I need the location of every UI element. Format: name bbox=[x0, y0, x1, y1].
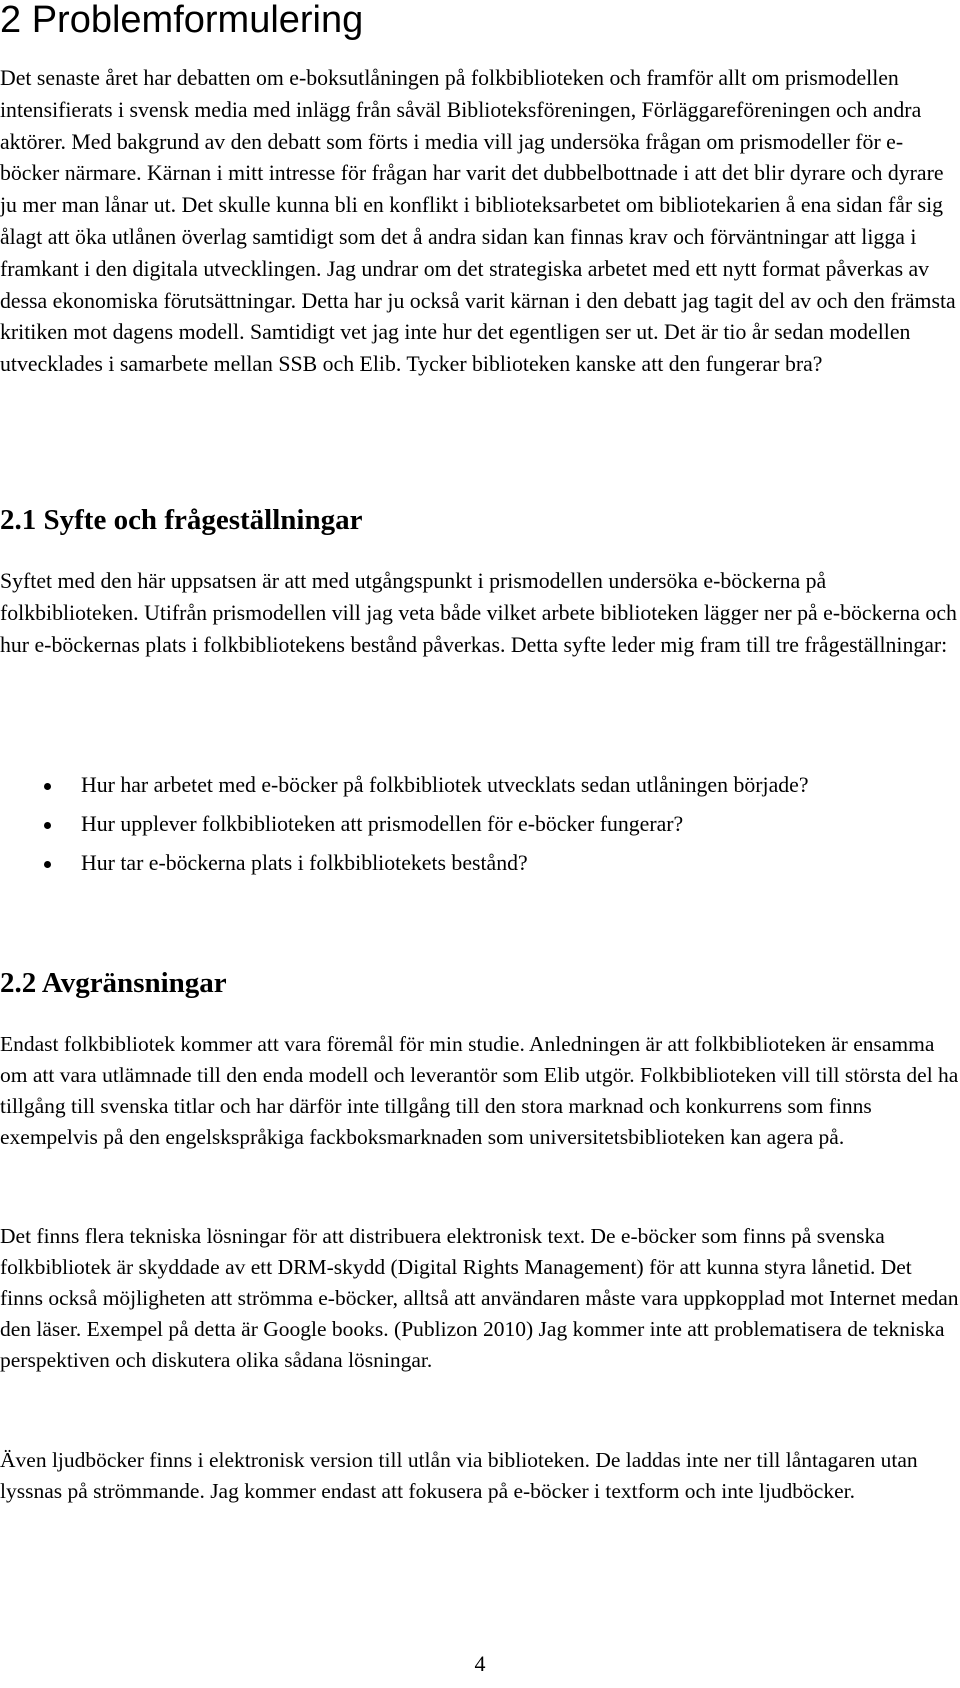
list-item bbox=[0, 848, 960, 879]
avgransningar-paragraph-1: Endast folkbibliotek kommer att vara föremål för min studie. Anledningen är att folkbiblioteken är ensamma om att vara utlämnade till den enda modell och leverantör som Elib utgör. Folkbiblioteken vill till största del ha tillgång till svenska titlar och har därför inte tillgång till den stora marknad och konkurrens som finns exempelvis på den engelskspråkiga fackboksmarknaden som universitetsbiblioteken kan agera på. bbox=[0, 1032, 959, 1149]
avgransningar-paragraph-2: Det finns flera tekniska lösningar för att distribuera elektronisk text. De e-böcker som finns på svenska folkbibliotek är skyddade av ett DRM-skydd (Digital Rights Management) för att kunna styra lånetid. Det finns också möjligheten att strömma e-böcker, alltså att användaren måste vara uppkopplad mot Internet medan den läser. Exempel på detta är Google books. (Publizon 2010) Jag kommer inte att problematisera de tekniska perspektiven och diskutera olika sådana lösningar. bbox=[0, 1224, 959, 1372]
bullet-icon bbox=[44, 861, 51, 868]
section-heading-syfte: 2.1 Syfte och frågeställningar bbox=[0, 504, 363, 536]
syfte-paragraph: Syftet med den här uppsatsen är att med utgångspunkt i prismodellen undersöka e-böckerna på folkbiblioteken. Utifrån prismodellen vill jag veta både vilket arbete biblioteken lägger ner på e-böckerna och hur e-böckernas plats i folkbibliotekens bestånd påverkas. Detta syfte leder mig fram till tre frågeställningar: bbox=[0, 569, 957, 657]
question-text: Hur har arbetet med e-böcker på folkbibliotek utvecklats sedan utlåningen började? bbox=[81, 773, 809, 797]
question-text: Hur tar e-böckerna plats i folkbibliotekets bestånd? bbox=[81, 851, 528, 876]
question-list bbox=[0, 770, 960, 880]
list-item bbox=[0, 770, 960, 801]
bullet-icon bbox=[44, 783, 51, 790]
intro-paragraph: Det senaste året har debatten om e-boksutlåningen på folkbiblioteken och framför allt om prismodellen intensifierats i svensk media med inlägg från såväl Biblioteksföreningen, Förläggareföreningen och andra aktörer. Med bakgrund av den debatt som förts i media vill jag undersöka frågan om prismodeller för e-böcker närmare. Kärnan i mitt intresse för frågan har varit det dubbelbottnade i att det blir dyrare och dyrare ju mer man lånar ut. Det skulle kunna bli en konflikt i biblioteksarbetet om bibliotekarien å ena sidan får sig ålagt att öka utlånen överlag samtidigt som det å andra sidan kan finnas krav och förväntningar att ligga i framkant i den digitala utvecklingen. Jag undrar om det strategiska arbetet med ett nytt format påverkas av dessa ekonomiska förutsättningar. Detta har ju också varit kärnan i den debatt jag tagit del av och den främsta kritiken mot dagens modell. Samtidigt vet jag inte hur det egentligen ser ut. Det är tio år sedan modellen utvecklades i samarbete mellan SSB och Elib. Tycker biblioteken kanske att den fungerar bra? bbox=[0, 66, 956, 377]
page-number: 4 bbox=[474, 1651, 486, 1676]
section-heading-avgransningar: 2.2 Avgränsningar bbox=[0, 967, 227, 999]
bullet-icon bbox=[44, 822, 51, 829]
chapter-heading: 2 Problemformulering bbox=[0, 0, 364, 41]
question-text: Hur upplever folkbiblioteken att prismodellen för e-böcker fungerar? bbox=[81, 812, 684, 837]
avgransningar-paragraph-3: Även ljudböcker finns i elektronisk version till utlån via biblioteken. De laddas inte ner till låntagaren utan lyssnas på strömmande. Jag kommer endast att fokusera på e-böcker i textform och inte ljudböcker. bbox=[0, 1448, 918, 1503]
list-item bbox=[0, 809, 960, 840]
